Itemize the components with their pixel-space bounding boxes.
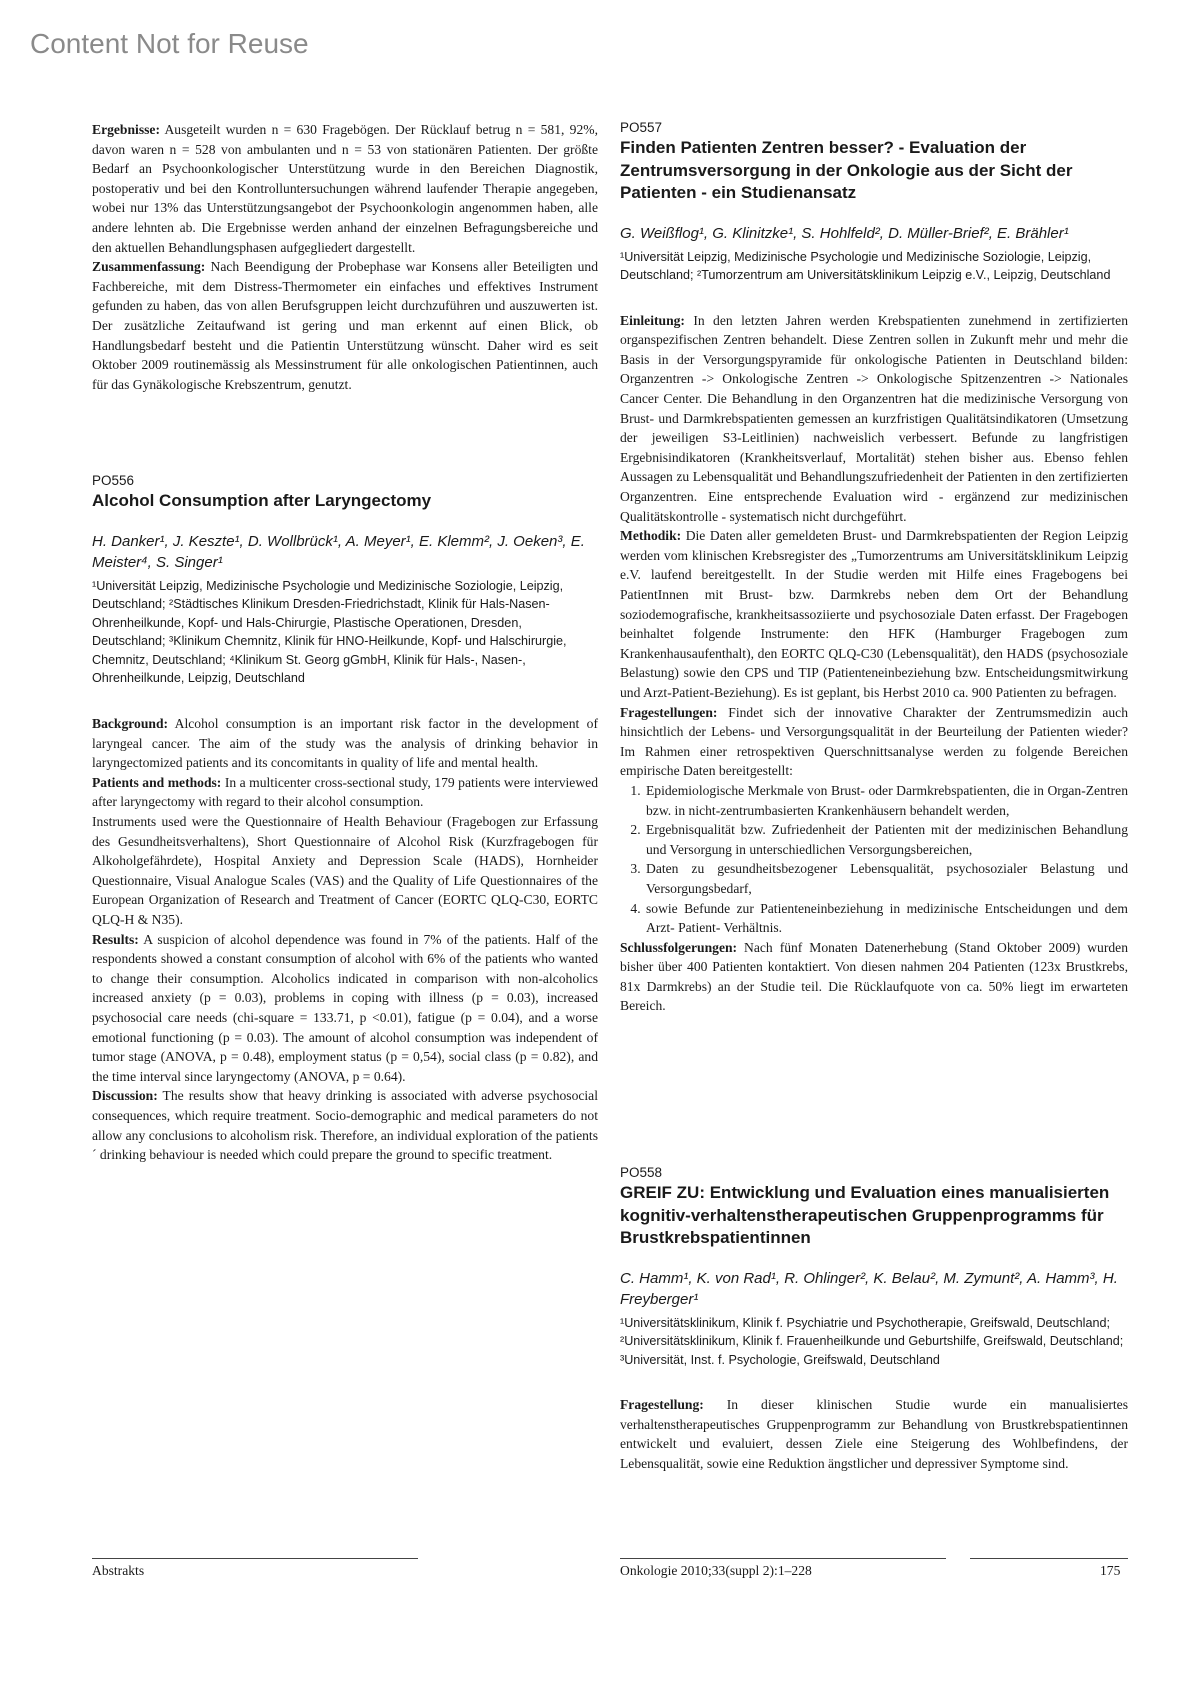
- abstract-id: PO558: [620, 1165, 663, 1180]
- discussion-paragraph: Discussion: The results show that heavy drinking is associated with adverse psychosocial consequences, which require treatment. Socio-demographic and medical parameters do not allow any conclusions to alcoholism risk. Therefore, an individual exploration of the patients´ drinking behaviour is needed which could prepare the ground to specific treatment.: [92, 1088, 598, 1163]
- footer-rule-left: [92, 1558, 418, 1559]
- abstract-title: Alcohol Consumption after Laryngectomy: [92, 491, 432, 510]
- summary-paragraph: Zusammenfassung: Nach Beendigung der Probephase war Konsens aller Beteiligten und Fachbereiche, mit dem Distress-Thermometer ein einfaches und effektives Instrument gefunden zu haben, das von allen Berufsgruppen leicht durchzuführen und auszuwerten ist. Der zusätzliche Zeitaufwand ist gering und man erkennt auf einen Blick, ob Handlungsbedarf besteht und die Patientin Unterstützung wünscht. Daher wird es seit Oktober 2009 routinemässig als Messinstrument für alle onkologischen Patientinnen, auch für das Gynäkologische Krebszentrum, genutzt.: [92, 259, 598, 392]
- instruments-paragraph: Instruments used were the Questionnaire of Health Behaviour (Fragebogen zur Erfassung des Gesundheitsverhaltens), Short Questionnaire of Alcohol Risk (Kurzfragebogen für Alkoholgefährdete), Hospital Anxiety and Depression Scale (HADS), Hornheider Questionnaire, Visual Analogue Scales (VAS) and the Quality of Life Questionnaires of the European Organization of Research and Treatment of Cancer (EORTC QLQ-C30, EORTC QLQ-H & N35).: [92, 814, 598, 927]
- abstract-title: GREIF ZU: Entwicklung und Evaluation eines manualisierten kognitiv-verhaltenstherapeutischen Gruppenprogramms für Brustkrebspatientinnen: [620, 1183, 1110, 1247]
- questions-list: [620, 781, 1128, 938]
- list-item: 2. Ergebnisqualität bzw. Zufriedenheit der Patienten mit der medizinischen Behandlung und Versorgung in unterschiedlichen Versorgungsbereichen,: [644, 820, 1128, 859]
- footer-rule-center: [620, 1558, 946, 1559]
- methods-paragraph: Patients and methods: In a multicenter cross-sectional study, 179 patients were interviewed after laryngectomy with regard to their alcohol consumption.: [92, 774, 598, 810]
- results-paragraph: Ergebnisse: Ausgeteilt wurden n = 630 Fragebögen. Der Rücklauf betrug n = 581, 92%, davon waren n = 528 von ambulanten und n = 53 von stationären Patienten. Der größte Bedarf an Psychoonkologischer Unterstützung wurde in den Bereichen Diagnostik, postoperativ und bei den Kontrolluntersuchungen während laufender Therapie angegeben, wobei nur 13% das Unterstützungsangebot der Psychoonkologin angenommen haben, alle andere lehnten ab. Die Ergebnisse werden anhand der einzelnen Befragungsbereiche und den aktuellen Behandlungsphasen aufgegliedert dargestellt.: [92, 122, 598, 255]
- results-paragraph: Results: A suspicion of alcohol dependence was found in 7% of the patients. Half of the respondents showed a constant consumption of alcohol with 6% of the patients who wanted to change their consumption. Alcoholics indicated in comparison with non-alcoholics increased anxiety (p = 0.03), problems in coping with illness (p = 0.03), increased psychosocial care needs (chi-square = 133.71, p <0.01), fatigue (p = 0.04), and a worse emotional functioning (p = 0.03). The amount of alcohol consumption was independent of tumor stage (ANOVA, p = 0.48), employment status (p = 0,54), social class (p = 0.82), and the time interval since laryngectomy (ANOVA, p = 0.64).: [92, 931, 598, 1084]
- abstract-id: PO556: [92, 473, 135, 488]
- left-column: [92, 120, 598, 1163]
- page-number: 175: [1100, 1563, 1121, 1578]
- background-paragraph: Background: Alcohol consumption is an important risk factor in the development of laryngeal cancer. The aim of the study was the analysis of drinking behavior in laryngectomized patients and its concomitants in quality of life and mental health.: [92, 716, 598, 771]
- author-list: G. Weißflog¹, G. Klinitzke¹, S. Hohlfeld², D. Müller-Brief², E. Brähler¹: [620, 224, 1069, 242]
- list-item: 3. Daten zu gesundheitsbezogener Lebensqualität, psychosozialer Belastung und Versorgungsbedarf,: [644, 859, 1128, 898]
- conclusions-paragraph: Schlussfolgerungen: Nach fünf Monaten Datenerhebung (Stand Oktober 2009) wurden bisher über 400 Patienten kontaktiert. Von diesen nahmen 204 Patienten (123x Brustkrebs, 81x Darmkrebs) an der Studie teil. Die Rücklaufquote von ca. 50% liegt im erwarteten Bereich.: [620, 939, 1128, 1014]
- abstract-po556: [92, 473, 598, 1165]
- watermark: Content Not for Reuse: [30, 28, 309, 59]
- abstract-title: Finden Patienten Zentren besser? - Evaluation der Zentrumsversorgung in der Onkologie aus der Sicht der Patienten - ein Studienansatz: [620, 138, 1073, 202]
- questions-paragraph: Fragestellungen: Findet sich der innovative Charakter der Zentrumsmedizin auch hinsichtlich der Lebens- und Versorgungsqualität in der Beurteilung der Patienten wieder? Im Rahmen einer retrospektiven Querschnittsanalyse werden zu folgende Bereichen empirische Daten bereitgestellt:: [620, 704, 1128, 779]
- abstract-id: PO557: [620, 120, 663, 135]
- intro-paragraph: Einleitung: In den letzten Jahren werden Krebspatienten zunehmend in zertifizierten organspezifischen Zentren behandelt. Diese Zentren sollen in Zukunft mehr und mehr die Basis in der Versorgungspyramide für onkologische Patienten in Deutschland bilden: Organzentren -> Onkologische Zentren -> Onkologische Spitzenzentren -> Nationales Cancer Center. Die Behandlung in den Organzentren hat die medizinische Versorgung von Brust- und Darmkrebspatienten gemessen an kurzfristigen Qualitätsindikatoren (Umsetzung der jeweiligen S3-Leitlinien) nachweislich verbessert. Befunde zu langfristigen Ergebnisindikatoren (Krankheitsverlauf, Mortalität) stehen bisher aus. Ebenso fehlen Aussagen zu Lebensqualität und Behandlungszufriedenheit der Patienten in den zertifizierten Organzentren. Eine entsprechende Evaluation wird - ergänzend zur medizinischen Qualitätskontrolle - systematisch nicht durchgeführt.: [620, 312, 1129, 524]
- list-item: 1. Epidemiologische Merkmale von Brust- oder Darmkrebspatienten, die in Organ-Zentren bzw. in nicht-zentrumbasierten Krankenhäusern behandelt werden,: [644, 781, 1128, 820]
- question-paragraph: Fragestellung: In dieser klinischen Studie wurde ein manualisiertes verhaltenstherapeutisches Gruppenprogramm zur Behandlung von Brustkrebspatientinnen entwickelt und evaluiert, dessen Ziele eine Steigerung des Wohlbefindens, der Lebensqualität, sowie eine Reduktion ängstlicher und depressiver Symptome sind.: [620, 1397, 1128, 1472]
- affiliations: ¹Universitätsklinikum, Klinik f. Psychiatrie und Psychotherapie, Greifswald, Deutschland; ²Universitätsklinikum, Klinik f. Frauenheilkunde und Geburtshilfe, Greifswald, Deutschland; ³Universität, Inst. f. Psychologie, Greifswald, Deutschland: [620, 1315, 1124, 1367]
- affiliations: ¹Universität Leipzig, Medizinische Psychologie und Medizinische Soziologie, Leipzig, Deutschland; ²Tumorzentrum am Universitätsklinikum Leipzig e.V., Leipzig, Deutschland: [620, 249, 1111, 283]
- affiliations: ¹Universität Leipzig, Medizinische Psychologie und Medizinische Soziologie, Leipzig, Deutschland; ²Städtisches Klinikum Dresden-Friedrichstadt, Klinik für Hals-Nasen-Ohrenheilkunde, Kopf- und Hals-Chirurgie, Plastische Operationen, Dresden, Deutschland; ³Klinikum Chemnitz, Klinik für HNO-Heilkunde, Kopf- und Halschirurgie, Chemnitz, Deutschland; ⁴Klinikum St. Georg gGmbH, Klinik für Hals-, Nasen-, Ohrenheilkunde, Leipzig, Deutschland: [92, 578, 567, 686]
- methods-paragraph: Methodik: Die Daten aller gemeldeten Brust- und Darmkrebspatienten der Region Leipzig werden vom klinischen Krebsregister des „Tumorzentrums am Universitätsklinikum Leipzig e.V. laufend bereitgestellt. In der Studie werden mit Hilfe eines Fragebogens bei PatientInnen mit Brust- bzw. Darmkrebs neben dem Ort der Behandlung soziodemografische, krankheitsassoziierte und psychosoziale Daten erfasst. Der Fragebogen beinhaltet folgende Instrumente: den HFK (Hamburger Fragebogen zum Krankenhausaufenthalt), den EORTC QLQ-C30 (Lebensqualität), den HADS (psychosoziale Belastung) sowie den CPS und TIP (Patienteneinbeziehung bzw. Entscheidungsmitwirkung und Arzt-Patient-Beziehung). Es ist geplant, bis Herbst 2010 ca. 900 Patienten zu befragen.: [620, 528, 1128, 700]
- abstract-po558: [620, 1165, 1128, 1474]
- footer-rule-right: [970, 1558, 1128, 1559]
- footer-section-label: Abstrakts: [92, 1563, 145, 1578]
- list-item: 4. sowie Befunde zur Patienteneinbeziehung in medizinische Entscheidungen und dem Arzt- Patient- Verhältnis.: [644, 899, 1128, 938]
- author-list: H. Danker¹, J. Keszte¹, D. Wollbrück¹, A. Meyer¹, E. Klemm², J. Oeken³, E. Meister⁴, S. Singer¹: [92, 532, 585, 571]
- abstract-po557: [620, 120, 1128, 1016]
- author-list: C. Hamm¹, K. von Rad¹, R. Ohlinger², K. Belau², M. Zymunt², A. Hamm³, H. Freyberger¹: [620, 1269, 1118, 1308]
- footer-journal: Onkologie 2010;33(suppl 2):1–228: [620, 1563, 812, 1578]
